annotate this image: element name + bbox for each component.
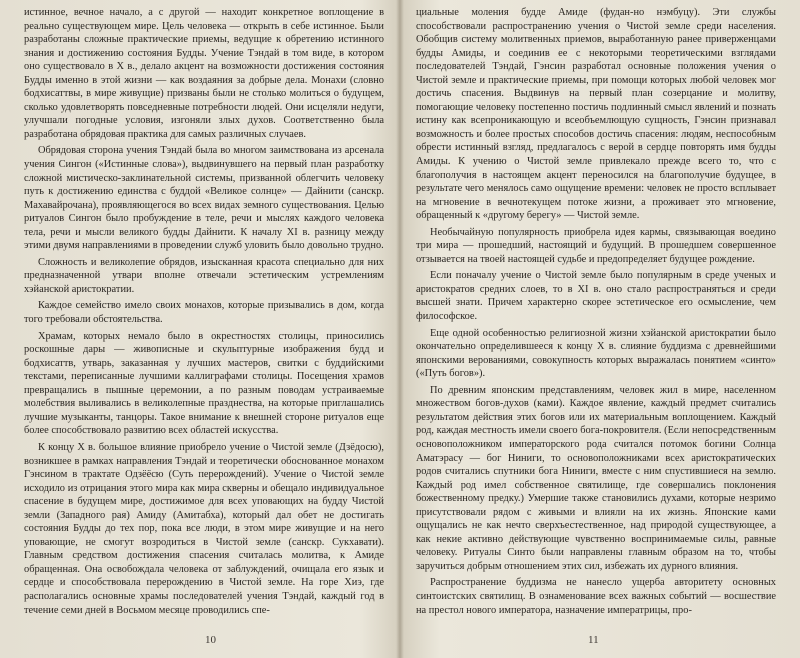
paragraph: Если поначалу учение о Чистой земле было популярным в среде ученых и аристократов средних слоев, то в XI в. оно стало распространяться и среди высшей знати. Причем характерно скорее эстетическое его осмысление, чем философское. (416, 270, 776, 323)
paragraph: Каждое семейство имело своих монахов, которые призывались в дом, когда того требовали обстоятельства. (24, 300, 384, 326)
paragraph: Сложность и великолепие обрядов, изысканная красота специально для них предназначенной утвари вполне отвечали эстетическим устремлениям хэйанской аристократии. (24, 256, 384, 295)
paragraph: Храмам, которых немало было в окрестностях столицы, приносились роскошные дары — живописные и скульптурные изображения будд и бодхисаттв, утварь, заказанная у лучших мастеров, свитки с буддийскими текстами, переписанные лучшими каллиграфами столицы. Посещения храмов превращались в пышные церемонии, а по разным поводам устраиваемые молебствия выливались в великолепные празднества, на которые приглашались лучшие музыканты, танцоры. Такое внимание к внешней стороне ритуалов еще более способствовало развитию всех областей искусства. (24, 330, 384, 437)
right-page-text (416, 6, 776, 634)
paragraph: Распространение буддизма не нанесло ущерба авторитету основных синтоистских святилищ. В ознаменование всех важных событий — восшествие на престол нового императора, назначение императрицы, про- (416, 577, 776, 616)
paragraph: К концу X в. большое влияние приобрело учение о Чистой земле (Дзёдосю), возникшее в рамках направления Тэндай и теоретически обоснованное монахом Гэнсином в трактате Одзёёсю (Суть перерождений). Учение о Чистой земле исходило из отрицания этого мира как мира скверны и обещало индивидуальное спасение в будущем мире, достижимое для всех уповающих на будду Чистой земли (Западного рая) Амиду (Амитабха), который дал обет не достигать состояния Будды до тех пор, пока все люди, в этом мире живущие и на него уповающие, не смогут возродиться в Чистой земле (санскр. Сукхавати). Главным средством достижения спасения считалась молитва, к Амиде обращенная. Она освобождала человека от заблуждений, очищала его язык и сердце и способствовала перерождению в Чистой земле. На горе Хиэ, где располагались основные храмы последователей учения Тэндай, каждый год в течение семи дней в Восьмом месяце проводились спе- (24, 441, 384, 616)
right-page (408, 0, 790, 658)
paragraph: Еще одной особенностью религиозной жизни хэйанской аристократии было окончательно определившееся к концу X в. слияние буддизма с древнейшими японскими верованиями, совокупность которых выражалась понятием «синто» («Путь богов»). (416, 327, 776, 380)
paragraph: истинное, вечное начало, а с другой — находит конкретное воплощение в реально существующем мире. Цель человека — открыть в себе истинное. Были разработаны сложные практические приемы, ведущие к обретению истинного знания и достижению состояния Будды. Учение Тэндай в том виде, в котором оно существовало в X в., делало акцент на возможности достижения состояния Будды именно в этой жизни — как воздаяния за добрые дела. Монахи (словно бодхисаттвы, в мире живущие) призваны были не столько молиться о будущем, сколько удовлетворять повседневные потребности людей. Они исцеляли недуги, улучшали погодные условия, изгоняли злых духов. Соответственно была разработана обрядовая практика для самых различных случаев. (24, 7, 384, 140)
book-gutter (396, 0, 404, 658)
paragraph: Обрядовая сторона учения Тэндай была во многом заимствована из арсенала учения Сингон («Истинные слова»), выдвинувшего на первый план разработку сложной мистическо-заклинательной системы, призванной облегчить человеку путь к достижению единства с буддой «Великое солнце» — Дайнити (санскр. Махавайрочана), проявляющегося во всех видах земного существования. Целью ритуалов Сингон было пробуждение в теле, речи и мыслях каждого человека тела, речи и мысли великого будды Дайнити. К началу XI в. разницу между этими двумя направлениями в проведении служб уловить было довольно трудно. (24, 145, 384, 252)
left-page (10, 0, 392, 658)
page-number: 11 (588, 634, 599, 646)
paragraph: По древним японским представлениям, человек жил в мире, населенном множеством богов-духов (ками). Каждое явление, каждый предмет считались результатом действия этих богов или их материальным воплощением. Каждый род, каждая местность имели своего бога-покровителя. (Если непосредственным основоположником императорского рода считался потомок богини Солнца Аматэрасу — бог Ниниги, то основоположниками всех аристократических родов считались спутники бога Ниниги, вместе с ним спустившиеся на землю. Каждый род имел собственное святилище, где совершались поклонения божественному предку.) Умершие также становились духами, которые незримо присутствовали рядом с живыми и влияли на их жизнь. Японские ками ощущались не как нечто сверхъестественное, над природой существующее, а как некие активно действующие чувственно воспринимаемые силы, равные человеку. Ритуалы Синто были направлены главным образом на то, чтобы заручиться добрым отношением этих сил, избежать их дурного влияния. (416, 384, 776, 572)
paragraph: Необычайную популярность приобрела идея кармы, связывающая воедино три мира — прошедший, настоящий и будущий. В прошедшем совершенное отзывается на твоей настоящей судьбе и предопределяет будущее рождение. (416, 226, 776, 265)
page-number: 10 (205, 634, 216, 646)
paragraph: циальные моления будде Амиде (фудан-но нэмбуцу). Эти службы способствовали распространению учения о Чистой земле среди населения. Обобщив систему молитвенных приемов, выработанную ранее приверженцами будды Амиды, и соединив ее с некоторыми теоретическими взглядами последователей Тэндай, Гэнсин разработал основные положения учения о Чистой земле и практические приемы, при помощи которых любой человек мог достичь спасения. Выдвинув на первый план созерцание и молитву, помогающие человеку постепенно постичь подлинный смысл явлений и познать истину как всепроникающую и всеобъемлющую сущность, Гэнсин признавал возможность и более простых способов достичь спасения: людям, неспособным обрести истинный взгляд, предлагалось с верой в сердце повторять имя будды Амиды. К учению о Чистой земле привлекало прежде всего то, что с благополучия в настоящем акцент переносился на благополучие будущее, в результате чего менялось само ощущение времени: человек не просто всплывает на мгновение в вечнотекущем потоке жизни, а проживает это мгновение, обращенный к «другому берегу» — Чистой земле. (416, 7, 776, 222)
left-page-text (24, 6, 384, 634)
